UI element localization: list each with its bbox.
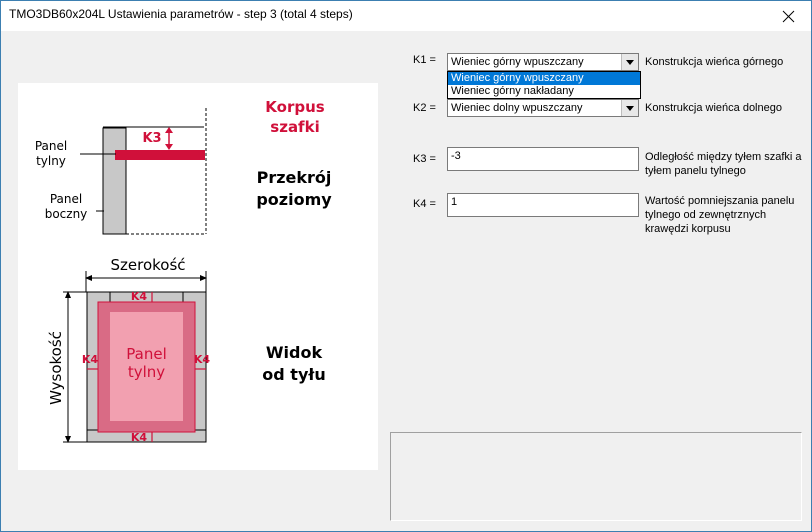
k4-right-label: K4 [193,353,211,366]
panel-boczny-label: Panel boczny [44,192,88,221]
wysokosc-label: Wysokość [47,331,65,405]
parameter-diagram [18,83,378,470]
k1-option[interactable]: Wieniec górny nakładany [451,85,574,97]
k3-value: -3 [451,150,461,162]
szerokosc-label: Szerokość [110,256,186,274]
k3-label: K3 [142,131,162,146]
back-panel-shape [115,150,205,160]
k1-label: K1 = [413,54,436,66]
title-bar [1,1,811,31]
panel-tylny-label: Panel tylny [34,139,68,168]
widok-label: Widok od tyłu [262,343,326,384]
chevron-down-icon[interactable] [621,100,638,116]
close-icon [783,11,794,22]
k4-top-label: K4 [130,290,148,303]
chevron-down-icon[interactable] [621,54,638,70]
k2-value: Wieniec dolny wpuszczany [451,102,583,114]
close-button[interactable] [765,1,811,31]
k4-bottom-label: K4 [130,431,148,444]
k4-description: Wartość pomniejszania panelu tylnego od zewnętrznych krawędzi korpusu [645,195,795,235]
przekroj-label: Przekrój poziomy [256,168,332,209]
k3-input[interactable] [447,147,639,171]
k2-description: Konstrukcja wieńca dolnego [645,102,782,114]
k4-value: 1 [451,196,458,208]
k2-label: K2 = [413,102,436,114]
k1-value: Wieniec górny wpuszczany [451,56,584,68]
k2-select[interactable] [447,99,639,117]
window-title: TMO3DB60x204L Ustawienia parametrów - step 3 (total 4 steps) [9,7,353,21]
bottom-info-panel [390,432,802,521]
k1-select[interactable] [447,53,639,71]
k4-left-label: K4 [81,353,99,366]
k1-option[interactable]: Wieniec górny wpuszczany [448,72,640,85]
side-panel-shape [103,128,126,234]
korpus-label: Korpus szafki [265,98,325,136]
k1-description: Konstrukcja wieńca górnego [645,56,784,68]
k3-label: K3 = [413,153,436,165]
k4-input[interactable] [447,193,639,217]
k1-dropdown-list [447,71,641,99]
k3-description: Odległość między tyłem szafki a tyłem panelu tylnego [645,151,802,177]
k4-label: K4 = [413,198,436,210]
panel-tylny-center-label: Panel tylny [126,345,167,381]
